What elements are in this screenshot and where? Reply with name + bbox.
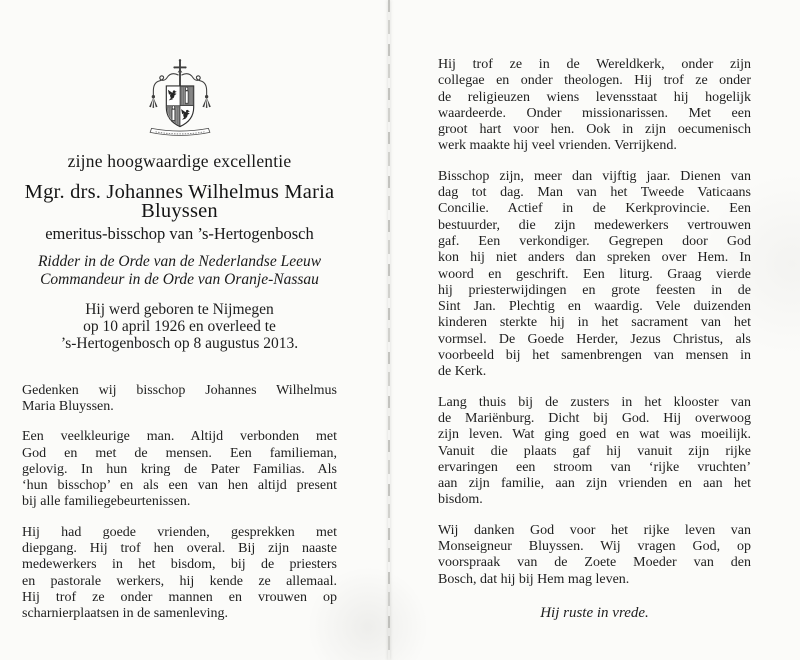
text-line: de Mariënburg. Dicht bij God. Hij overwoog	[438, 410, 751, 426]
text-line: ’s-Hertogenbosch op 8 augustus 2013.	[60, 335, 299, 353]
text-line: op 10 april 1926 en overleed te	[83, 318, 276, 336]
text-line: Maria Bluyssen.	[22, 398, 114, 414]
text-line: Een veelkleurige man. Altijd verbonden met	[22, 429, 337, 445]
text-line: Commandeur in de Orde van Oranje-Nassau	[40, 270, 319, 288]
bishop-coat-of-arms-icon	[144, 57, 216, 140]
text-line: Lang thuis bij de zusters in het klooster van	[438, 394, 751, 410]
text-line: Hij trof ze onder mannen en vrouwen op	[22, 589, 337, 605]
text-line: collegae en onder theologen. Hij trof ze onder	[438, 73, 751, 89]
fold-line	[388, 0, 390, 660]
candle-q3-icon	[172, 106, 175, 121]
paragraph	[438, 395, 751, 509]
shield	[166, 86, 193, 127]
text-line: gelovig. In hun kring de Pater Familias. Als	[22, 461, 337, 477]
text-line: Vanuit die plaats gaf hij vanuit zijn rijke	[438, 443, 751, 459]
text-line: hij priesterwijdingen en grote feesten in de	[438, 282, 751, 298]
crucifix-icon	[173, 59, 186, 87]
deceased-name-line1: Mgr. drs. Johannes Wilhelmus Maria	[24, 181, 335, 203]
candle-q2-icon	[185, 87, 188, 103]
paragraph	[438, 523, 751, 588]
text-line: Sint Jan. Plechtig en waardig. Vele duizenden	[438, 299, 751, 315]
text-line: scharnierplaatsen in de samenleving.	[22, 606, 229, 622]
text-line: Bisschop zijn, meer dan vijftig jaar. Dienen van	[438, 168, 751, 184]
honorific: zijne hoogwaardige excellentie	[67, 151, 292, 171]
text-line: Ridder in de Orde van de Nederlandse Leeuw	[37, 253, 322, 270]
right-page	[438, 57, 751, 622]
text-line: voorbeeld bij het samenbrengen van mensen in	[438, 348, 751, 364]
text-line: zijn leven. Wat ging goed en wat was moeilijk.	[438, 427, 751, 443]
text-line: Wij danken God voor het rijke leven van	[438, 522, 751, 538]
text-line: God en met de mensen. Een familieman,	[22, 445, 337, 461]
text-line: aan zijn familie, aan zijn vrienden en aan het	[438, 476, 751, 492]
royal-orders	[22, 253, 337, 288]
text-line: gaf. Een verkondiger. Gegrepen door God	[438, 233, 751, 249]
text-line: woord en geschrift. Een liturg. Graag vierde	[438, 266, 751, 282]
text-line: de religieuzen wiens levensstaat hij hogelijk	[438, 89, 751, 105]
text-line: Gedenken wij bisschop Johannes Wilhelmus	[22, 382, 337, 398]
text-line: Hij trof ze in de Wereldkerk, onder zijn	[438, 57, 751, 72]
motto-ribbon	[150, 128, 210, 135]
text-line: en pastorale werkers, hij kende ze allemaal.	[22, 573, 337, 589]
paragraph	[22, 525, 337, 623]
text-line: werk maakte hij veel vrienden. Verrijkend.	[438, 138, 677, 154]
deceased-name-line2: Bluyssen	[141, 200, 218, 222]
paragraph	[438, 57, 751, 155]
text-line: Monseigneur Bluyssen. Wij vragen God, op	[438, 539, 751, 555]
closing-blessing: Hij ruste in vrede.	[540, 604, 649, 621]
text-line: Concilie. Actief in de Kerkprovincie. Een	[438, 201, 751, 217]
text-line: waardeerde. Onder missionarissen. Met een	[438, 105, 751, 121]
text-line: vormsel. De Goede Herder, Jezus Christus, als	[438, 331, 751, 347]
text-line: kinderen sterkte hij in het sacrament van het	[438, 315, 751, 331]
tassels-left-icon	[149, 95, 157, 108]
left-page	[22, 0, 337, 622]
text-line: Bosch, dat hij bij Hem mag leven.	[438, 571, 630, 587]
text-line: bestuurder, die zijn medewerkers vertrouwen	[438, 217, 751, 233]
text-line: de Kerk.	[438, 364, 487, 380]
paragraph	[438, 169, 751, 381]
tassels-right-icon	[202, 95, 210, 108]
birth-death-dates	[22, 301, 337, 353]
text-line: medewerkers in het bisdom, bij de priesters	[22, 557, 337, 573]
text-line: kon hij niet anders dan spreken over Hem. In	[438, 250, 751, 266]
text-line: Hij werd geboren te Nijmegen	[85, 301, 274, 318]
deceased-name	[22, 183, 337, 221]
text-line: ervaringen een stroom van ‘rijke vruchten’	[438, 459, 751, 475]
paragraph	[22, 429, 337, 510]
text-line: Hij had goede vrienden, gesprekken met	[22, 524, 337, 540]
right-page-paragraphs	[438, 57, 751, 588]
paragraph	[22, 383, 337, 416]
deceased-title: emeritus-bisschop van ’s-Hertogenbosch	[45, 224, 314, 243]
text-line: groot hart voor hen. Ook in zijn oecumenisch	[438, 122, 751, 138]
text-line: dag tot dag. Man van het Tweede Vaticaans	[438, 185, 751, 201]
text-line: bij alle familiegebeurtenissen.	[22, 494, 191, 510]
text-line: bisdom.	[438, 492, 483, 508]
text-line: voorspraak van de Zoete Moeder van den	[438, 555, 751, 571]
text-line: ‘hun bisschop’ en als een van hen altijd present	[22, 478, 337, 494]
text-line: diepgang. Hij trof hen overal. Bij zijn naaste	[22, 540, 337, 556]
left-page-paragraphs	[22, 383, 337, 623]
